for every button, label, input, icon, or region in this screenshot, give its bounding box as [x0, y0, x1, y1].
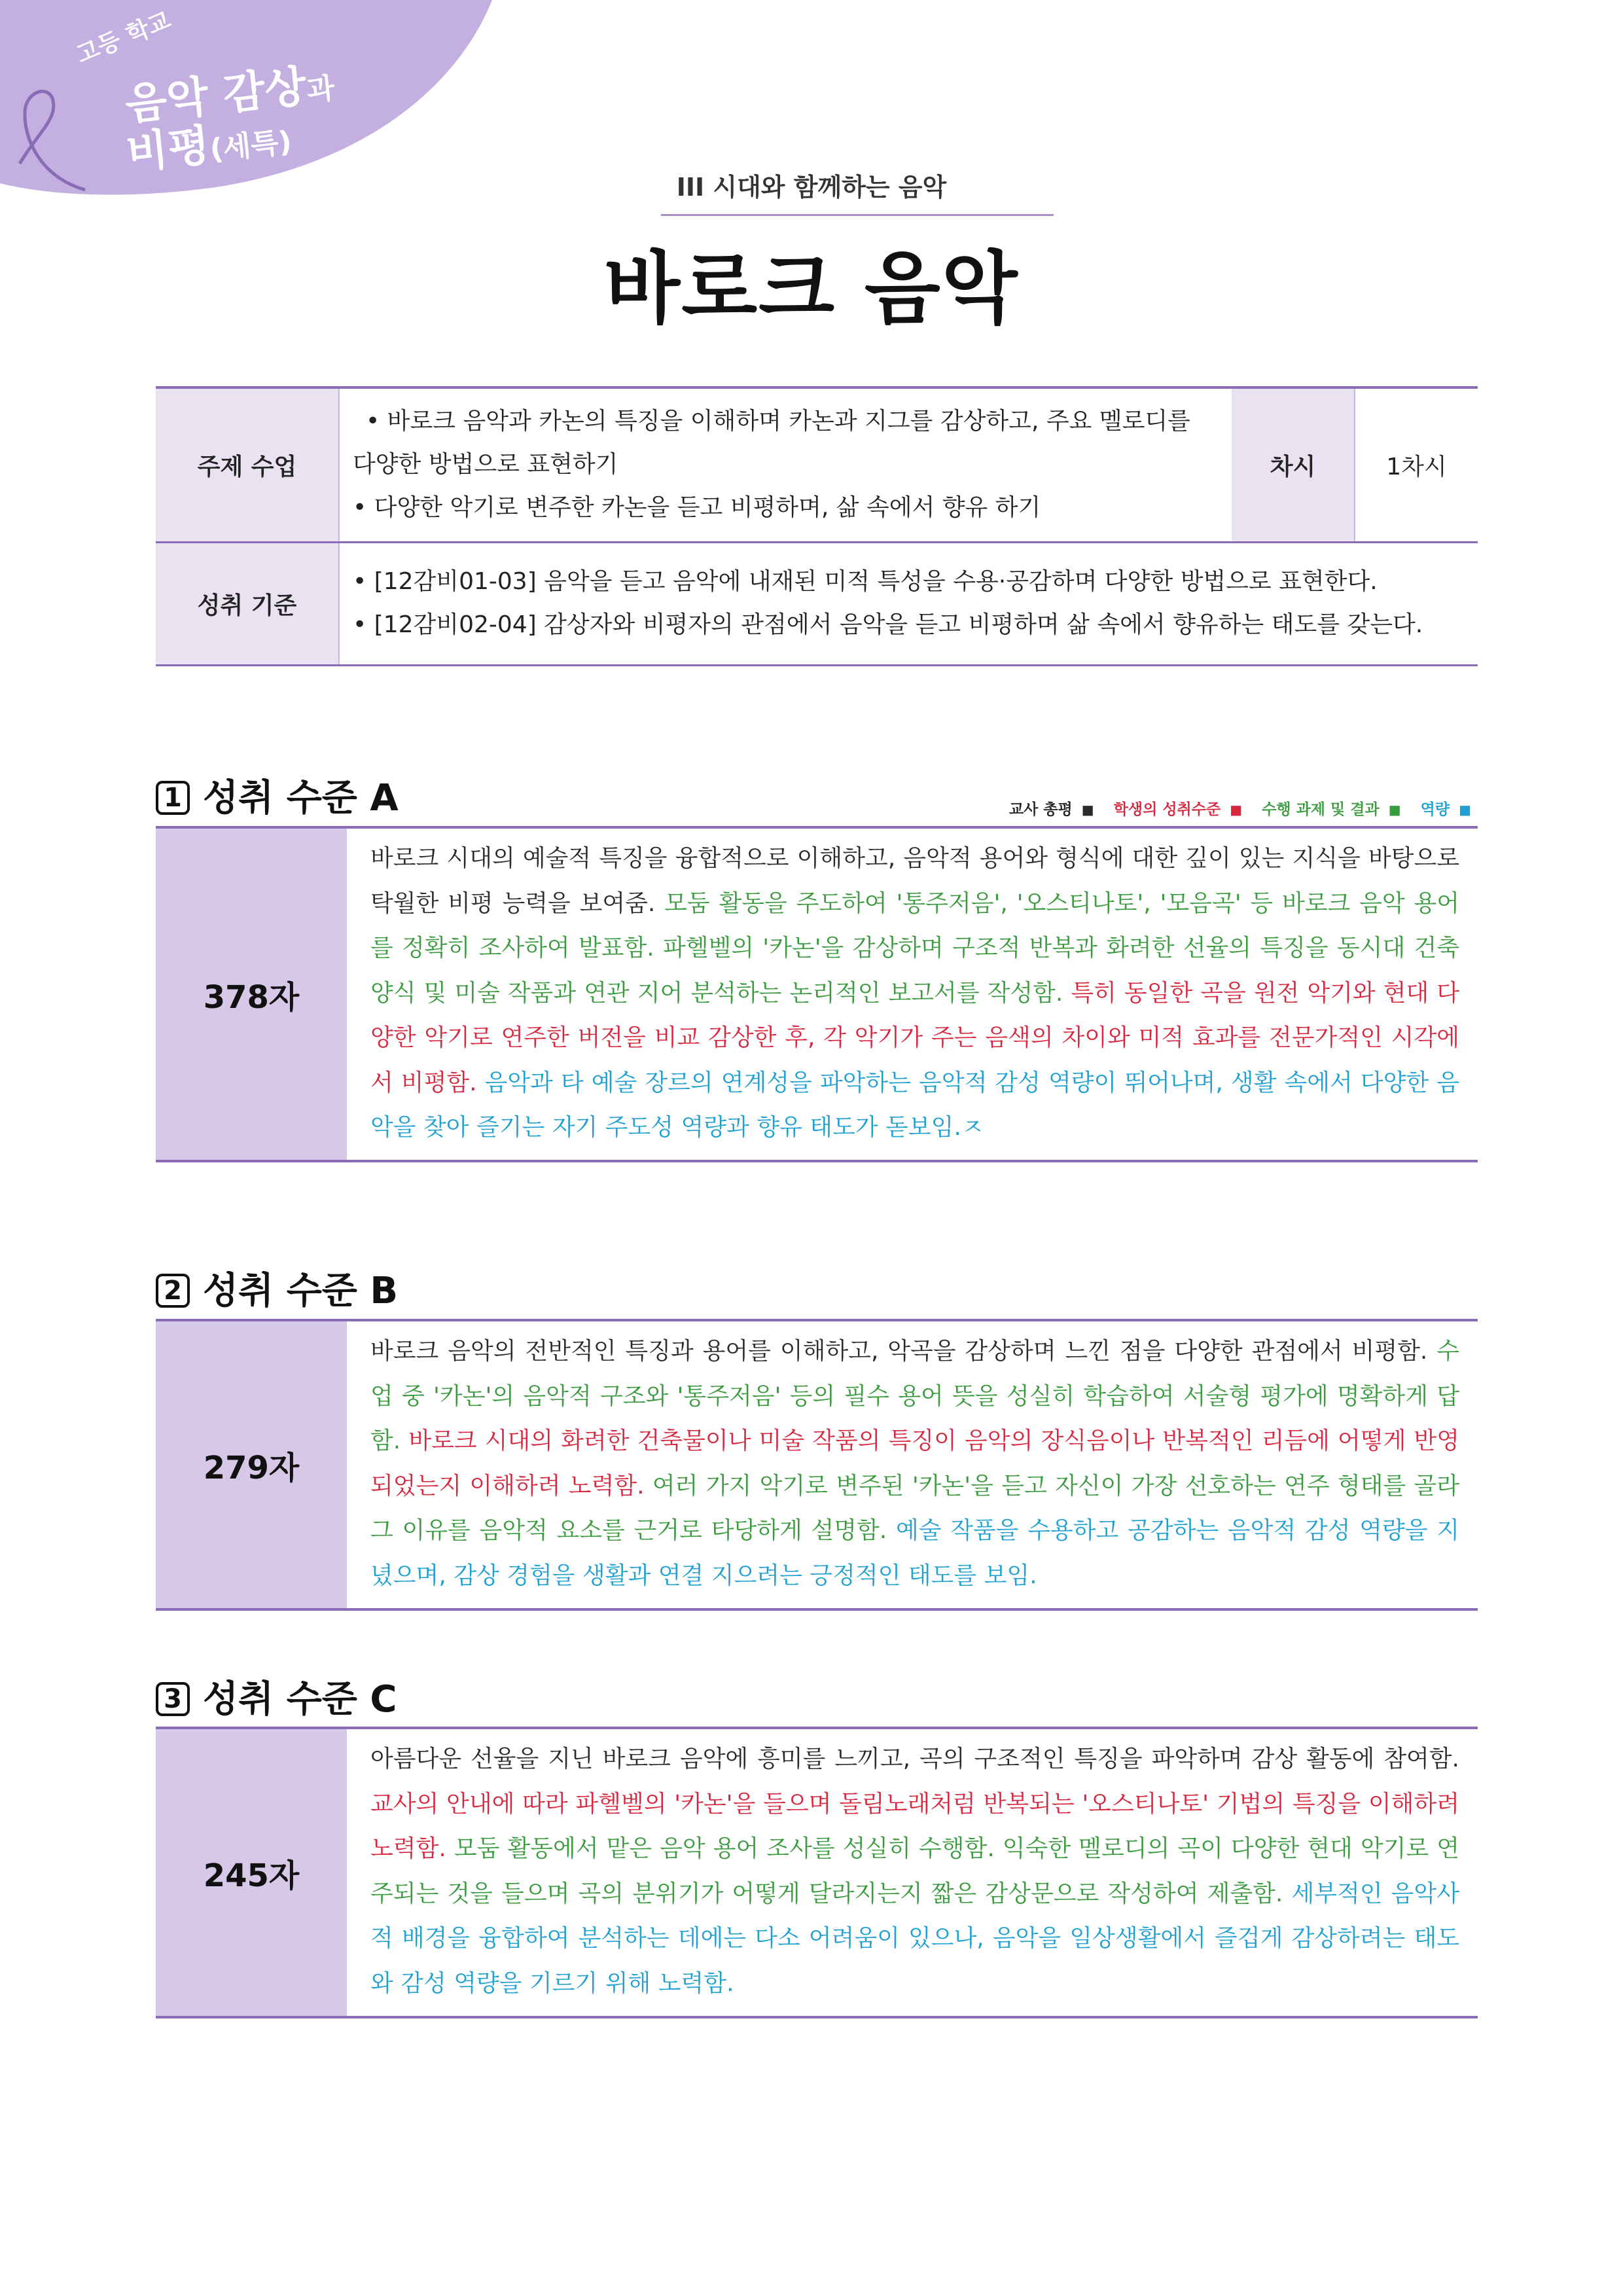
section-number-badge: 3: [156, 1682, 190, 1716]
student-level-text: 특히 동일한 곡을 원전 악기와 현대 다양한 악기로 연주한 버전을 비교 감상한 후, 각 악기가 주는 음색의 차이와 미적 효과를 전문가적인 시각에서 비평함.: [370, 979, 1459, 1096]
period-value: 1차시: [1355, 387, 1478, 542]
level-description: [347, 1729, 1478, 2016]
topic-line: 다양한 방법으로 표현하기: [353, 451, 618, 478]
achievement-level-c: [156, 1727, 1478, 2018]
section-number-badge: 1: [156, 781, 190, 815]
competency-text: 음악과 타 예술 장르의 연계성을 파악하는 음악적 감성 역량이 뛰어나며, 생활 속에서 다양한 음악을 찾아 즐기는 자기 주도성 역량과 향유 태도가 돋보임.ㅈ: [370, 1069, 1459, 1141]
section-heading-a: 1 성취 수준 A: [156, 769, 399, 821]
legend-teacher-review: 교사 총평 ■: [1008, 801, 1094, 818]
legend-competency: 역량 ■: [1420, 801, 1471, 818]
level-description: [347, 1321, 1478, 1608]
task-result-text: 수업 중 '카논'의 음악적 구조와 '통주저음' 등의 필수 용어 뜻을 성실히 학습하여 서술형 평가에 명확하게 답함.: [370, 1338, 1459, 1454]
achievement-level-b: [156, 1319, 1478, 1611]
task-result-text: 여러 가지 악기로 변주된 '카논'을 듣고 자신이 가장 선호하는 연주 형태를 골라 그 이유를 음악적 요소를 근거로 타당하게 설명함.: [370, 1472, 1459, 1544]
legend-student-level: 학생의 성취수준 ■: [1113, 801, 1243, 818]
student-level-text: 교사의 안내에 따라 파헬벨의 '카논'을 들으며 돌림노래처럼 반복되는 '오스티나토' 기법의 특징을 이해하려 노력함.: [370, 1790, 1459, 1862]
topic-line: • 바로크 음악과 카논의 특징을 이해하며 카논과 지그를 감상하고, 주요 멜로디를: [366, 408, 1190, 435]
criteria-header: 성취 기준: [156, 542, 339, 665]
unit-title: III 시대와 함께하는 음악: [676, 173, 947, 202]
color-legend: [1001, 797, 1478, 819]
char-count: 279자: [156, 1321, 347, 1608]
badge-subject-line1: 음악 감상과: [122, 60, 336, 130]
topic-header: 주제 수업: [156, 387, 339, 542]
teacher-review-text: 바로크 시대의 예술적 특징을 융합적으로 이해하고, 음악적 용어와 형식에 대한 깊이 있는 지식을 바탕으로 탁월한 비평 능력을 보여줌.: [370, 845, 1459, 917]
legend-task-result: 수행 과제 및 결과 ■: [1262, 801, 1401, 818]
task-result-text: 모둠 활동을 주도하여 '통주저음', '오스티나토', '모음곡' 등 바로크 음악 용어를 정확히 조사하여 발표함. 파헬벨의 '카논'을 감상하며 구조적 반복과 화려한 선율의 특징을 동시대 건축 양식 및 미술 작품과 연관 지어 분석하는 논리적인 보고서를 작성함.: [370, 889, 1459, 1007]
section-heading-b: 2 성취 수준 B: [156, 1262, 398, 1314]
criteria-line: • [12감비02-04] 감상자와 비평자의 관점에서 음악을 듣고 비평하며 삶 속에서 향유하는 태도를 갖는다.: [353, 611, 1423, 638]
char-count: 378자: [156, 829, 347, 1160]
lesson-info-table: [156, 386, 1478, 666]
competency-text: 예술 작품을 수용하고 공감하는 음악적 감성 역량을 지녔으며, 감상 경험을 생활과 연결 지으려는 긍정적인 태도를 보임.: [370, 1517, 1459, 1589]
student-level-text: 바로크 시대의 화려한 건축물이나 미술 작품의 특징이 음악의 장식음이나 반복적인 리듬에 어떻게 반영되었는지 이해하려 노력함.: [370, 1427, 1459, 1499]
badge-school-label: 고등 학교: [72, 7, 175, 69]
criteria-line: • [12감비01-03] 음악을 듣고 음악에 내재된 미적 특성을 수용·공감하며 다양한 방법으로 표현한다.: [353, 568, 1378, 595]
competency-text: 세부적인 음악사적 배경을 융합하여 분석하는 데에는 다소 어려움이 있으나, 음악을 일상생활에서 즐겁게 감상하려는 태도와 감성 역량을 기르기 위해 노력함.: [370, 1880, 1459, 1997]
task-result-text: 모둠 활동에서 맡은 음악 용어 조사를 성실히 수행함. 익숙한 멜로디의 곡이 다양한 현대 악기로 연주되는 것을 들으며 곡의 분위기가 어떻게 달라지는지 짧은 감상문으로 작성하여 제출함.: [370, 1835, 1459, 1907]
teacher-review-text: 바로크 음악의 전반적인 특징과 용어를 이해하고, 악곡을 감상하며 느낀 점을 다양한 관점에서 비평함.: [370, 1338, 1437, 1365]
section-number-badge: 2: [156, 1274, 190, 1308]
criteria-content: [339, 542, 1478, 665]
topic-line: • 다양한 악기로 변주한 카논을 듣고 비평하며, 삶 속에서 향유 하기: [353, 494, 1041, 522]
char-count: 245자: [156, 1729, 347, 2016]
section-heading-c: 3 성취 수준 C: [156, 1670, 397, 1723]
unit-title-underline: [661, 214, 1054, 216]
level-description: [347, 829, 1478, 1160]
achievement-level-a: [156, 826, 1478, 1162]
page-title: 바로크 음악: [604, 243, 1019, 334]
badge-subject-line2: 비평(세특): [124, 120, 294, 179]
teacher-review-text: 아름다운 선율을 지닌 바로크 음악에 흥미를 느끼고, 곡의 구조적인 특징을 파악하며 감상 활동에 참여함.: [370, 1746, 1459, 1772]
period-header: 차시: [1232, 387, 1355, 542]
topic-content: [339, 387, 1232, 542]
